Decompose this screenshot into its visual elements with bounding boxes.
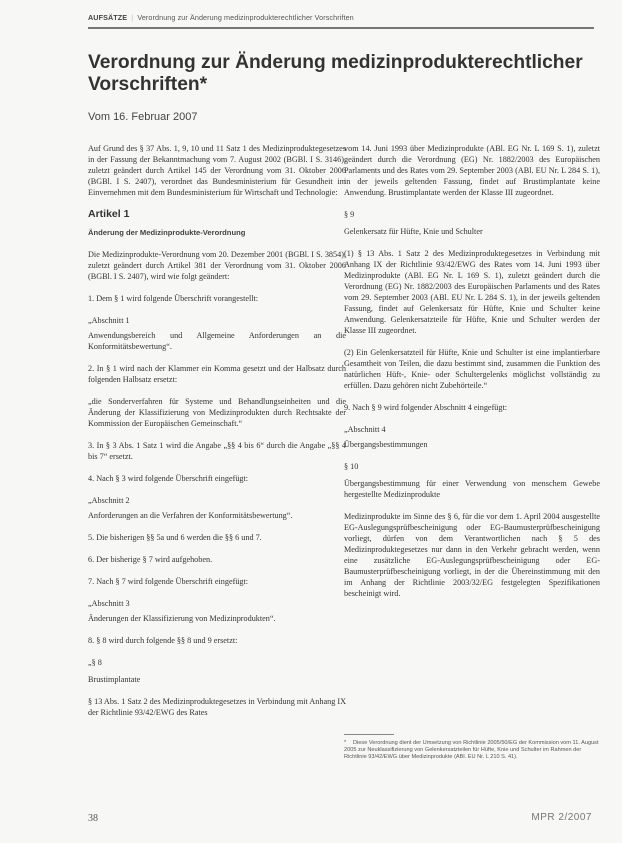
section-symbol: „§ 8	[88, 658, 102, 667]
body-paragraph: 8. § 8 wird durch folgende §§ 8 und 9 ersetzt:	[88, 636, 238, 645]
body-paragraph: 7. Nach § 7 wird folgende Überschrift eingefügt:	[88, 577, 249, 586]
body-paragraph: Änderungen der Klassifizierung von Medizinprodukten“.	[88, 614, 276, 623]
body-paragraph: 4. Nach § 3 wird folgende Überschrift eingefügt:	[88, 474, 249, 483]
article-date: Vom 16. Februar 2007	[88, 111, 198, 123]
section-symbol: § 9	[344, 210, 355, 219]
article-subheading: Änderung der Medizinprodukte-Verordnung	[88, 228, 246, 237]
section-title: Brustimplantate	[88, 675, 141, 684]
intro-paragraph: Auf Grund des § 37 Abs. 1, 9, 10 und 11 Satz 1 des Medizinproduktegesetzes in der Fassung der Bekanntmachung vom 7. August 2002 (BGBl. I S. 3146), zuletzt geändert durch Artikel 145 der Verordnung vom 31. Oktober 2006 (BGBl. I S. 2407), verordnet das Bundesministerium für Gesundheit im Einvernehmen mit dem Bundesministerium für Wirtschaft und Technologie:	[88, 144, 346, 197]
footnote	[344, 740, 600, 762]
page-number: 38	[88, 813, 98, 824]
footnote-mark: *	[344, 740, 347, 746]
body-paragraph: Medizinprodukte im Sinne des § 6, für die vor dem 1. April 2004 ausgestellte EG-Auslegungsprüfbescheinigung oder EG-Baumusterprüfbescheinigung vorliegt, dürfen von dem Verantwortlichen nach § 5 des Medizinproduktegesetzes nur dann in den Verkehr gebracht werden, wenn eine zusätzliche EG-Auslegungsprüfbescheinigung oder EG-Baumusterprüfbescheinigung vorliegt, in der die Übereinstimmung mit den im Anhang der Richtlinie 2003/32/EG festgelegten Spezifikationen bescheinigt wird.	[344, 512, 600, 598]
left-column	[88, 143, 346, 729]
body-paragraph: 2. In § 1 wird nach der Klammer ein Komma gesetzt und der Halbsatz durch folgenden Halbsatz ersetzt:	[88, 364, 346, 384]
body-paragraph: „die Sonderverfahren für Systeme und Behandlungseinheiten und die Änderung der Klassifizierung von Medizinprodukten durch Rechtsakte der Kommission der Europäischen Gemeinschaft.“	[88, 397, 346, 428]
body-paragraph: 1. Dem § 1 wird folgende Überschrift vorangestellt:	[88, 294, 259, 303]
right-column	[344, 143, 600, 610]
body-paragraph: vom 14. Juni 1993 über Medizinprodukte (ABl. EG Nr. L 169 S. 1), zuletzt geändert durch die Verordnung (EG) Nr. 1882/2003 des Europäischen Parlaments und des Rates vom 29. September 2003 (ABl. EU Nr. L 284 S. 1), in der jeweils geltenden Fassung, findet auf Brustimplantate keine Anwendung. Brustimplantate werden der Klasse III zugeordnet.	[344, 144, 600, 197]
footnote-rule	[344, 734, 394, 735]
running-head-separator: |	[131, 13, 134, 22]
body-paragraph: § 13 Abs. 1 Satz 2 des Medizinproduktegesetzes in Verbindung mit Anhang IX der Richtlinie 93/42/EWG des Rates	[88, 697, 346, 717]
body-paragraph: 3. In § 3 Abs. 1 Satz 1 wird die Angabe „§§ 4 bis 6“ durch die Angabe „§§ 4 bis 7“ ersetzt.	[88, 441, 346, 461]
running-head-section: AUFSÄTZE	[88, 13, 128, 22]
body-paragraph: (2) Ein Gelenkersatzteil für Hüfte, Knie und Schulter ist eine implantierbare Gesamtheit von Teilen, die dazu bestimmt sind, zusammen die Funktion des natürlichen Hüft-, Knie- oder Schultergelenks möglichst vollständig zu erfüllen. Dazu gehören nicht Zubehörteile.“	[344, 348, 600, 390]
body-paragraph: 6. Der bisherige § 7 wird aufgehoben.	[88, 555, 213, 564]
journal-issue-tag: MPR 2/2007	[531, 812, 592, 823]
body-paragraph: Anforderungen an die Verfahren der Konformitätsbewertung“.	[88, 511, 293, 520]
body-paragraph: Die Medizinprodukte-Verordnung vom 20. Dezember 2001 (BGBl. I S. 3854), zuletzt geändert durch Artikel 381 der Verordnung vom 31. Oktober 2006 (BGBl. I S. 2407), wird wie folgt geändert:	[88, 250, 346, 281]
body-paragraph: „Abschnitt 2	[88, 496, 130, 505]
section-title: Übergangsbestimmung für einer Verwendung von menschem Gewebe hergestellte Medizinprodukte	[344, 479, 600, 499]
running-head-title: Verordnung zur Änderung medizinprodukterechtlicher Vorschriften	[137, 13, 354, 22]
body-paragraph: 9. Nach § 9 wird folgender Abschnitt 4 eingefügt:	[344, 403, 508, 412]
footnote-text: Diese Verordnung dient der Umsetzung von Richtlinie 2005/50/EG der Kommission vom 11. August 2005 zur Neuklassifizierung von Gelenkersatzteilen für Hüfte, Knie und Schulter im Rahmen der Richtlinie 93/42/EWG über Medizinprodukte (ABl. EU Nr. L 210 S. 41).	[344, 740, 599, 761]
body-paragraph: Anwendungsbereich und Allgemeine Anforderungen an die Konformitätsbewertung“.	[88, 331, 346, 351]
section-title: Gelenkersatz für Hüfte, Knie und Schulter	[344, 227, 483, 236]
header-rule	[88, 27, 594, 29]
article-title: Verordnung zur Änderung medizinprodukterechtlicher Vorschriften*	[88, 52, 583, 95]
section-symbol: § 10	[344, 462, 359, 471]
body-paragraph: (1) § 13 Abs. 1 Satz 2 des Medizinproduktegesetzes in Verbindung mit Anhang IX der Richtlinie 93/42/EWG des Rates vom 14. Juni 1993 über Medizinprodukte (ABl. EG Nr. L 169 S. 1), zuletzt geändert durch die Verordnung (EG) Nr. 1882/2003 des Europäischen Parlaments und des Rates vom 29. September 2003 (ABl. EU Nr. L 284 S. 1), in der jeweils geltenden Fassung, findet auf Gelenkersatz für Hüfte, Knie und Schulter keine Anwendung. Gelenkersatzteile für Hüfte, Knie und Schulter werden der Klasse III zugeordnet.	[344, 249, 600, 335]
article-heading: Artikel 1	[88, 208, 130, 220]
body-paragraph: 5. Die bisherigen §§ 5a und 6 werden die §§ 6 und 7.	[88, 533, 262, 542]
body-paragraph: „Abschnitt 3	[88, 599, 130, 608]
body-paragraph: „Abschnitt 4	[344, 425, 386, 434]
body-paragraph: Übergangsbestimmungen	[344, 440, 428, 449]
running-head	[88, 13, 354, 22]
body-paragraph: „Abschnitt 1	[88, 316, 130, 325]
